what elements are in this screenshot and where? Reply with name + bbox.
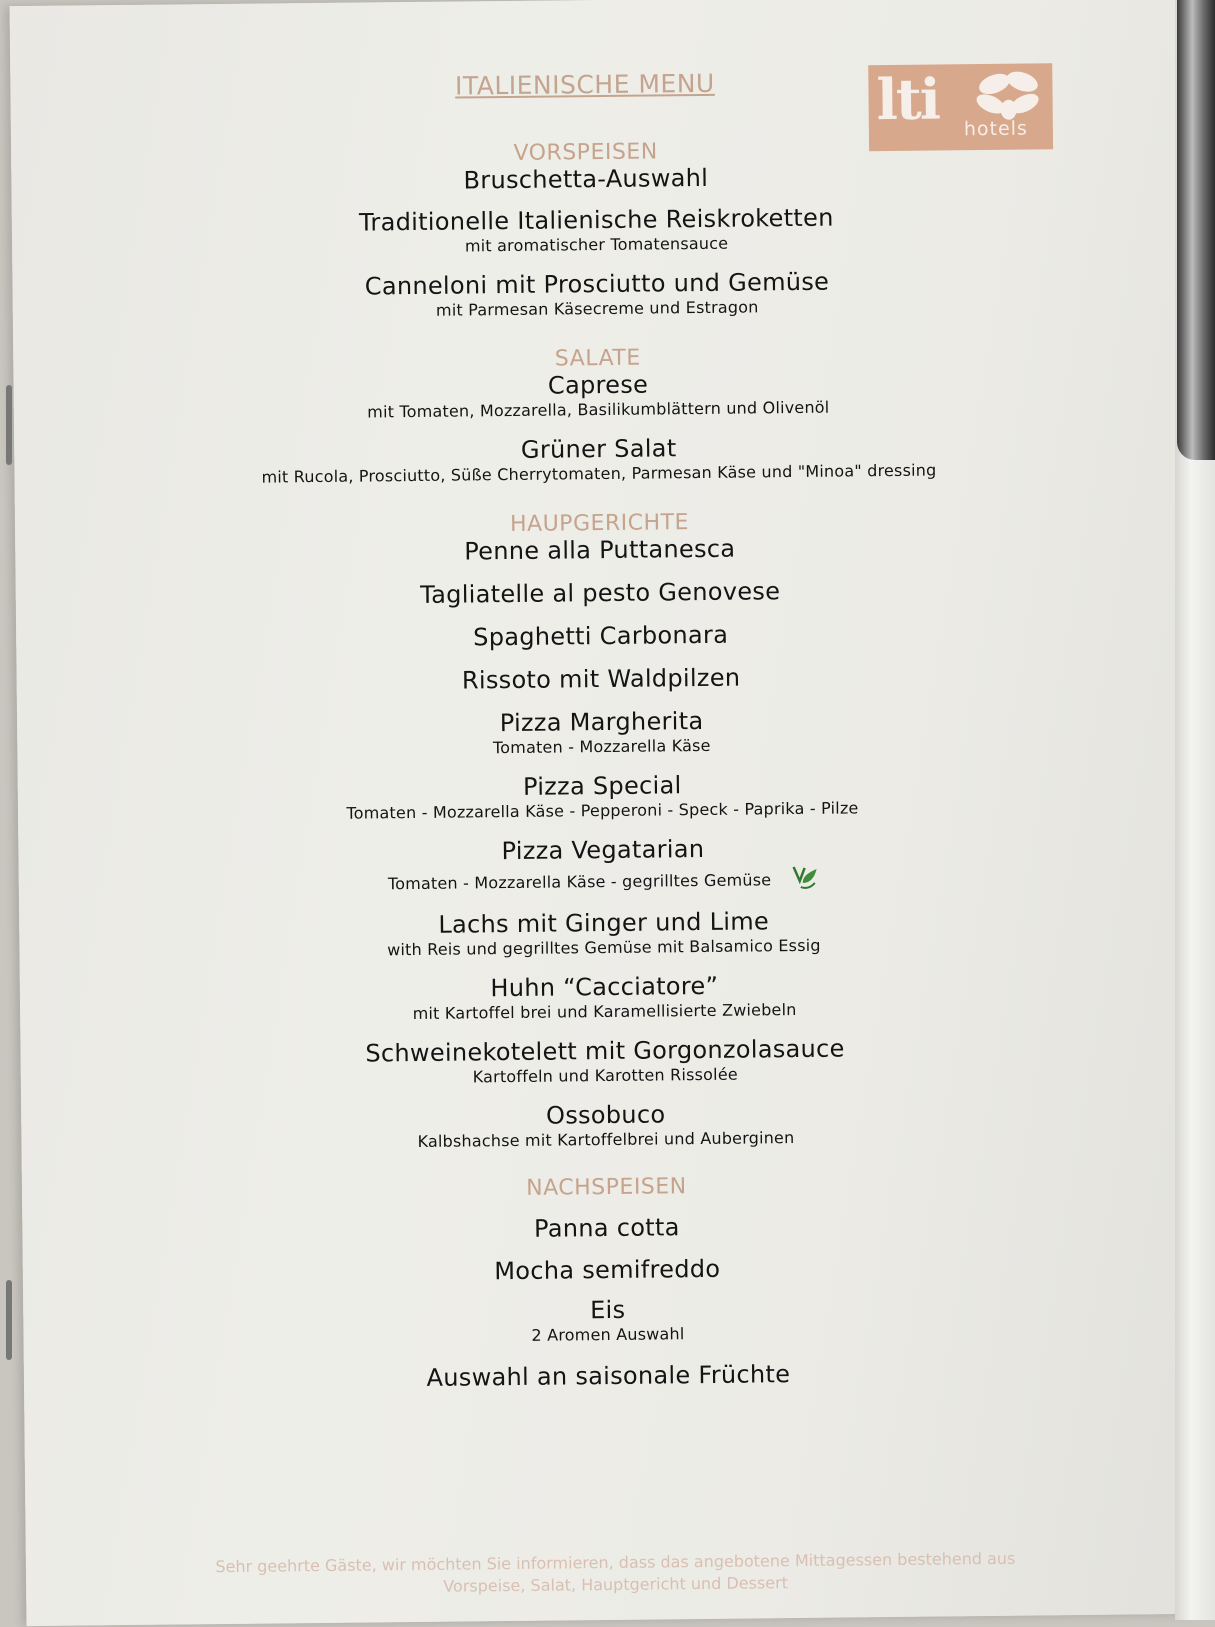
menu-item <box>0 702 1204 763</box>
menu-item <box>0 264 1200 325</box>
menu-item <box>0 616 1203 657</box>
section-heading: SALATE <box>554 345 641 372</box>
item-name: Mocha semifreddo <box>494 1254 721 1286</box>
item-description: mit Rucola, Prosciutto, Süße Cherrytomaten, Parmesan Käse und "Minoa" dressing <box>261 460 937 487</box>
item-name: Traditionelle Italienische Reiskroketten <box>358 203 834 237</box>
item-name: Lachs mit Ginger und Lime <box>438 907 770 939</box>
logo-sub: hotels <box>963 117 1028 141</box>
menu-item <box>4 1208 1209 1249</box>
menu-item <box>0 200 1199 261</box>
item-description: mit Kartoffel brei und Karamellisierte Zwiebeln <box>412 1000 797 1024</box>
menu-item <box>0 573 1203 614</box>
menu-title: ITALIENISCHE MENU <box>454 68 715 101</box>
flower-icon <box>964 65 1051 122</box>
menu-list <box>0 134 1211 1397</box>
menu-item <box>2 1031 1207 1092</box>
item-name: Bruschetta-Auswahl <box>463 163 709 195</box>
menu-item <box>6 1356 1211 1397</box>
footer-line: Vorspeise, Salat, Hauptgericht und Dessert <box>443 1573 789 1596</box>
item-name: Huhn “Cacciatore” <box>490 971 719 1003</box>
menu-item <box>0 830 1206 900</box>
menu-item <box>2 967 1207 1028</box>
vegetarian-icon <box>790 863 818 891</box>
item-name: Tagliatelle al pesto Genovese <box>420 577 781 609</box>
item-name: Pizza Special <box>522 771 682 801</box>
item-name: Rissoto mit Waldpilzen <box>461 663 741 695</box>
item-name: Panna cotta <box>533 1213 680 1243</box>
item-name: Ossobuco <box>545 1100 666 1130</box>
item-name: Pizza Vegatarian <box>501 834 705 866</box>
menu-item <box>0 429 1202 490</box>
menu-item <box>1 903 1206 964</box>
item-description: mit aromatischer Tomatensauce <box>464 233 729 256</box>
item-name: Pizza Margherita <box>499 706 704 738</box>
item-description: mit Tomaten, Mozzarella, Basilikumblättern und Olivenöl <box>367 397 830 422</box>
item-description: Kartoffeln und Karotten Rissolée <box>472 1064 738 1087</box>
section-heading: VORSPEISEN <box>513 139 658 166</box>
item-name: Eis <box>589 1295 626 1325</box>
item-description: Tomaten - Mozzarella Käse - Pepperoni - Speck - Paprika - Pilze <box>346 798 859 823</box>
menu-item <box>0 659 1204 700</box>
section-heading: NACHSPEISEN <box>526 1174 687 1201</box>
item-description: Tomaten - Mozzarella Käse - gegrilltes Gemüse <box>387 870 772 894</box>
menu-item <box>5 1290 1210 1351</box>
item-description: mit Parmesan Käsecreme und Estragon <box>435 297 759 320</box>
menu-item <box>0 766 1205 827</box>
item-name: Canneloni mit Prosciutto und Gemüse <box>364 267 830 301</box>
section-heading: HAUPGERICHTE <box>509 510 690 538</box>
item-description: with Reis und gegrilltes Gemüse mit Balsamico Essig <box>387 935 821 960</box>
footer-note <box>8 1546 1215 1603</box>
item-name: Grüner Salat <box>520 434 677 464</box>
item-description: Kalbshachse mit Kartoffelbrei und Auberginen <box>417 1128 795 1152</box>
item-description: Tomaten - Mozzarella Käse <box>492 735 711 758</box>
item-name: Schweinekotelett mit Gorgonzolasauce <box>365 1034 845 1068</box>
menu-item <box>3 1095 1208 1156</box>
item-description: 2 Aromen Auswahl <box>531 1324 685 1345</box>
logo-brand: lti <box>876 66 940 134</box>
item-name: Penne alla Puttanesca <box>464 534 736 566</box>
item-name: Spaghetti Carbonara <box>473 620 729 652</box>
item-name: Caprese <box>547 370 649 400</box>
item-name: Auswahl an saisonale Früchte <box>426 1360 791 1392</box>
footer-line: Sehr geehrte Gäste, wir möchten Sie informieren, dass das angebotene Mittagessen bestehend aus <box>215 1548 1016 1577</box>
menu-item <box>5 1250 1210 1291</box>
